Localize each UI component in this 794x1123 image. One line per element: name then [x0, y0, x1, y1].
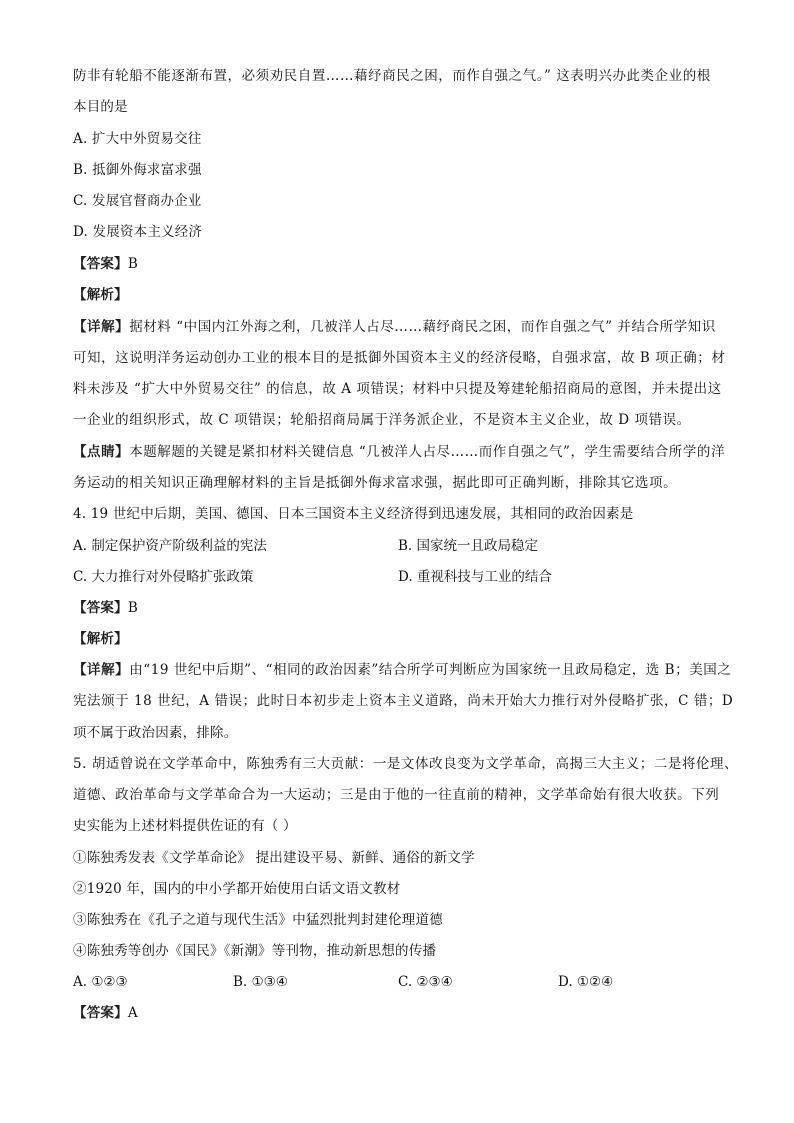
q5-option-d: D. ①②④	[558, 974, 614, 990]
q4-stem: 4. 19 世纪中后期，美国、德国、日本三国资本主义经济得到迅速发展，其相同的政治因素是	[73, 506, 634, 522]
q4-option-c: C. 大力推行对外侵略扩张政策	[73, 569, 254, 585]
q3-stem-line-1: 防非有轮船不能逐渐布置，必须劝民自置……藉纾商民之困，而作自强之气。” 这表明兴办此类企业的根	[73, 68, 711, 84]
q5-option-c: C. ②③④	[398, 974, 453, 990]
answer-tag: 【答案】	[73, 1005, 128, 1021]
q3-detail-line-3: 料未涉及 “扩大中外贸易交往” 的信息，故 A 项错误；材料中只提及筹建轮船招商局的意图，并未提出这	[73, 381, 722, 397]
comment-text: 本题解题的关键是紧扣材料关键信息 “几被洋人占尽……而作自强之气”，学生需要结合所学的洋	[129, 444, 725, 460]
q3-option-d: D. 发展资本主义经济	[73, 224, 203, 240]
q5-item-1: ①陈独秀发表《文学革命论》 提出建设平易、新鲜、通俗的新文学	[73, 850, 475, 866]
q4-answer	[73, 600, 138, 616]
q4-option-a: A. 制定保护资产阶级利益的宪法	[73, 538, 267, 554]
q5-stem-line-3: 史实能为上述材料提供佐证的有（ ）	[73, 818, 297, 834]
comment-tag: 【点睛】	[73, 444, 130, 460]
q5-option-b: B. ①③④	[233, 974, 288, 990]
answer-value: B	[127, 256, 138, 272]
q5-item-3: ③陈独秀在《孔子之道与现代生活》中猛烈批判封建伦理道德	[73, 912, 443, 928]
q3-comment-line-1	[73, 444, 725, 460]
analysis-tag: 【解析】	[73, 631, 128, 647]
q3-detail-line-2: 可知，这说明洋务运动创办工业的根本目的是抵御外国资本主义的经济侵略，自强求富，故 B 项正确；材	[73, 350, 726, 366]
detail-tag: 【详解】	[73, 662, 130, 678]
answer-tag: 【答案】	[73, 600, 128, 616]
q5-stem-line-1: 5. 胡适曾说在文学革命中，陈独秀有三大贡献：一是文体改良变为文学革命，高揭三大主义；二是将伦理、	[73, 756, 739, 772]
q3-option-a: A. 扩大中外贸易交往	[73, 131, 202, 147]
q5-item-4: ④陈独秀等创办《国民》《新潮》等刊物，推动新思想的传播	[73, 943, 437, 959]
answer-tag: 【答案】	[73, 256, 128, 272]
q5-stem-line-2: 道德、政治革命与文学革命合为一大运动；三是由于他的一往直前的精神，文学革命始有很大收获。下列	[73, 787, 720, 803]
answer-value: A	[127, 1005, 138, 1021]
q4-detail-line-3: 项不属于政治因素，排除。	[73, 725, 238, 741]
q3-detail-line-4: 一企业的组织形式，故 C 项错误；轮船招商局属于洋务派企业，不是资本主义企业，故 D 项错误。	[73, 412, 691, 428]
q3-answer	[73, 256, 138, 272]
q5-answer	[73, 1005, 138, 1021]
q3-analysis-heading	[73, 287, 128, 303]
q4-option-b: B. 国家统一且政局稳定	[398, 538, 539, 554]
q3-option-c: C. 发展官督商办企业	[73, 193, 202, 209]
answer-value: B	[127, 600, 138, 616]
q5-item-2: ②1920 年，国内的中小学都开始使用白话文语文教材	[73, 881, 401, 897]
q4-analysis-heading	[73, 631, 128, 647]
q4-detail-line-1	[73, 662, 731, 678]
analysis-tag: 【解析】	[73, 287, 128, 303]
detail-text: 据材料 “中国内江外海之利，几被洋人占尽……藉纾商民之困，而作自强之气” 并结合所学知识	[129, 319, 716, 335]
detail-tag: 【详解】	[73, 319, 130, 335]
detail-text: 由“19 世纪中后期”、“相同的政治因素”结合所学可判断应为国家统一且政局稳定，选 B；美国之	[129, 662, 732, 678]
q5-option-a: A. ①②③	[73, 974, 128, 990]
q3-detail-line-1	[73, 319, 716, 335]
q4-option-d: D. 重视科技与工业的结合	[398, 569, 552, 585]
q3-comment-line-2: 务运动的相关知识正确理解材料的主旨是抵御外侮求富求强，据此即可正确判断，排除其它选项。	[73, 475, 678, 491]
q4-detail-line-2: 宪法颁于 18 世纪，A 错误；此时日本初步走上资本主义道路，尚未开始大力推行对外侵略扩张，C 错；D	[73, 693, 734, 709]
q3-stem-line-2: 本目的是	[73, 99, 128, 115]
q3-option-b: B. 抵御外侮求富求强	[73, 162, 202, 178]
